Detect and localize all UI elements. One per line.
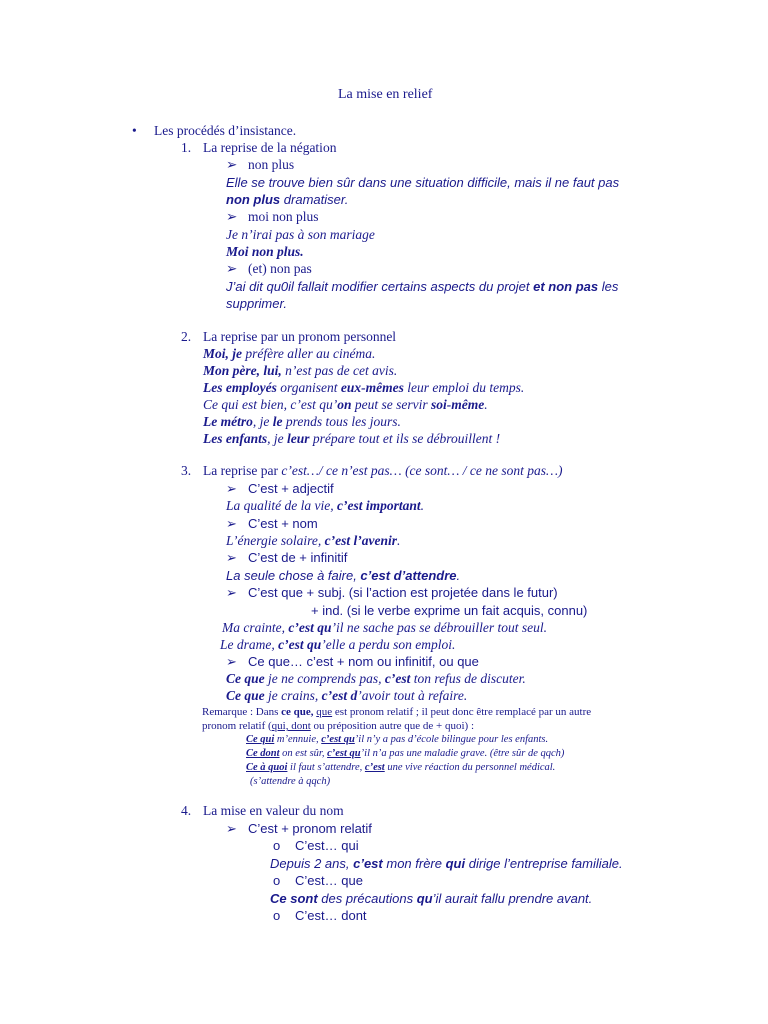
section-title: La reprise de la négation <box>203 140 337 155</box>
example-line <box>226 191 348 208</box>
emphasis: et non pas <box>533 279 599 294</box>
example-line <box>270 855 623 872</box>
text: organisent <box>276 380 341 395</box>
section-number: 3. <box>181 463 192 478</box>
arrow-icon: ➢ <box>226 821 237 836</box>
emphasis: Le métro <box>203 414 253 429</box>
emphasis: c’est qu <box>321 734 355 745</box>
text: prépare tout et ils se débrouillent ! <box>309 431 501 446</box>
subpoint <box>226 549 347 566</box>
emphasis: c’est <box>384 671 411 686</box>
emphasis: non plus <box>226 192 281 207</box>
subpoint-label: C’est + adjectif <box>248 481 334 496</box>
text: il faut s’attendre, <box>287 762 365 773</box>
section-title: La mise en valeur du nom <box>203 803 344 818</box>
subpoint-label: moi non plus <box>248 209 319 224</box>
text: ’il n’a pas une maladie grave. (être sûr de qqch) <box>360 748 565 759</box>
text: Le drame, <box>220 637 279 652</box>
example-line <box>226 687 467 704</box>
example-line: Elle se trouve bien sûr dans une situation difficile, mais il ne faut pas <box>226 175 620 190</box>
section-number: 4. <box>181 803 192 818</box>
section-2-heading <box>181 328 396 345</box>
bullet-marker: • <box>132 123 137 138</box>
text: . <box>456 568 461 583</box>
circle-bullet-icon: o <box>273 873 281 888</box>
emphasis: Ce dont <box>246 748 280 759</box>
remark-example <box>246 761 555 774</box>
example-line <box>203 379 524 396</box>
bullet-text: Les procédés d’insistance. <box>154 123 297 138</box>
example-line <box>220 636 455 653</box>
text: m’ennuie, <box>274 734 322 745</box>
emphasis: Mon père, lui, <box>203 363 282 378</box>
emphasis: c’est qu <box>278 637 322 652</box>
arrow-icon: ➢ <box>226 516 237 531</box>
text: ’avoir tout à refaire. <box>357 688 468 703</box>
example-line <box>203 362 397 379</box>
sub-subpoint <box>273 872 363 889</box>
text: L’énergie solaire, <box>226 533 325 548</box>
subpoint <box>226 584 558 601</box>
example-line <box>226 278 618 295</box>
emphasis: on <box>337 397 352 412</box>
section-number: 1. <box>181 140 192 155</box>
text: dirige l’entreprise familiale. <box>465 856 623 871</box>
section-3-heading <box>181 462 563 479</box>
text: . <box>420 498 424 513</box>
subpoint-label: C’est que + subj. (si l’action est projetée dans le futur) <box>248 585 558 600</box>
text: dramatiser. <box>280 192 349 207</box>
example-line <box>226 567 460 584</box>
text: . <box>396 533 401 548</box>
example-line <box>203 413 401 430</box>
example-line <box>226 497 424 514</box>
bullet-item <box>132 122 296 139</box>
sub-subpoint-label: C’est… qui <box>295 838 359 853</box>
emphasis: Les employés <box>203 380 277 395</box>
text: pronom relatif ( <box>202 720 272 732</box>
text: prends tous les jours. <box>282 414 401 429</box>
text: peut se servir <box>351 397 431 412</box>
arrow-icon: ➢ <box>226 157 238 172</box>
emphasis: qui <box>445 856 466 871</box>
text: ’elle a perdu son emploi. <box>321 637 456 652</box>
example-line <box>203 345 375 362</box>
text: La qualité de la vie, <box>226 498 337 513</box>
text: une vive réaction du personnel médical. <box>384 762 556 773</box>
remark-example <box>246 733 548 746</box>
emphasis: c’est d <box>321 688 358 703</box>
text: on est sûr, <box>279 748 328 759</box>
text: , je <box>267 431 287 446</box>
subpoint-continuation: + ind. (si le verbe exprime un fait acquis, connu) <box>311 603 588 618</box>
text: mon frère <box>382 856 446 871</box>
circle-bullet-icon: o <box>273 838 281 853</box>
example-line <box>226 670 526 687</box>
text: Remarque : Dans <box>202 706 282 718</box>
text: Ma crainte, <box>222 620 289 635</box>
text: les <box>598 279 619 294</box>
subpoint-label: non plus <box>248 157 295 172</box>
sub-subpoint-label: C’est… que <box>295 873 363 888</box>
subpoint-label: C’est de + infinitif <box>248 550 348 565</box>
subpoint <box>226 260 312 277</box>
section-title: La reprise par <box>203 463 282 478</box>
subpoint-label: (et) non pas <box>248 261 312 276</box>
section-number: 2. <box>181 329 192 344</box>
sub-subpoint <box>273 837 359 854</box>
example-line <box>226 532 400 549</box>
text: ou préposition autre que de + quoi) : <box>310 720 475 732</box>
text: , je <box>252 414 273 429</box>
section-title-italic: c’est…/ ce n’est pas… (ce sont… / ce ne sont pas…) <box>281 463 563 478</box>
arrow-icon: ➢ <box>226 481 237 496</box>
text: ’il n’y a pas d’école bilingue pour les enfants. <box>354 734 549 745</box>
underlined: qui, dont <box>271 720 311 732</box>
emphasis: eux-mêmes <box>340 380 404 395</box>
emphasis: Ce à quoi <box>246 762 288 773</box>
remark-line <box>202 705 591 719</box>
text: des précautions <box>317 891 417 906</box>
remark-line <box>202 719 474 733</box>
arrow-icon: ➢ <box>226 550 237 565</box>
sub-subpoint <box>273 907 367 924</box>
remark-example: (s’attendre à qqch) <box>250 776 331 787</box>
emphasis: Ce que <box>226 688 265 703</box>
subpoint <box>226 515 318 532</box>
subpoint-label: C’est + pronom relatif <box>248 821 372 836</box>
example-line <box>203 396 488 413</box>
section-title: La reprise par un pronom personnel <box>203 329 397 344</box>
text: ton refus de discuter. <box>410 671 526 686</box>
emphasis: le <box>272 414 283 429</box>
text: je crains, <box>264 688 322 703</box>
sub-subpoint-label: C’est… dont <box>295 908 367 923</box>
text: est pronom relatif ; il peut donc être remplacé par un autre <box>332 706 592 718</box>
circle-bullet-icon: o <box>273 908 281 923</box>
emphasis: c’est d’attendre <box>360 568 457 583</box>
page-title: La mise en relief <box>338 87 433 102</box>
text: Depuis 2 ans, <box>270 856 354 871</box>
subpoint <box>226 820 372 837</box>
text: ’il ne sache pas se débrouiller tout seul. <box>331 620 547 635</box>
emphasis: soi-même <box>430 397 485 412</box>
example-line <box>222 619 547 636</box>
emphasis: Ce sont <box>270 891 318 906</box>
underlined: que <box>316 706 333 718</box>
emphasis: c’est l’avenir <box>324 533 397 548</box>
emphasis: Ce que <box>226 671 265 686</box>
text: je ne comprends pas, <box>264 671 385 686</box>
text: La seule chose à faire, <box>226 568 361 583</box>
emphasis: c’est qu <box>327 748 361 759</box>
remark-example <box>246 747 564 760</box>
text: leur emploi du temps. <box>403 380 525 395</box>
section-1-heading <box>181 139 336 156</box>
subpoint <box>226 208 319 225</box>
emphasis: Moi, je <box>203 346 242 361</box>
example-line: supprimer. <box>226 296 287 311</box>
emphasis: c’est <box>353 856 383 871</box>
text: J’ai dit qu0il fallait modifier certains aspects du projet <box>226 279 534 294</box>
example-line <box>270 890 592 907</box>
subpoint <box>226 156 294 173</box>
emphasis: c’est <box>364 762 385 773</box>
arrow-icon: ➢ <box>226 585 237 600</box>
emphasis: qu <box>416 891 433 906</box>
text: préfère aller au cinéma. <box>242 346 376 361</box>
emphasis: ce que, <box>281 706 314 718</box>
subpoint-label: Ce que… c’est + nom ou infinitif, ou que <box>248 654 479 669</box>
subpoint <box>226 653 479 670</box>
text: . <box>484 397 488 412</box>
arrow-icon: ➢ <box>226 654 237 669</box>
emphasis: Ce qui <box>246 734 275 745</box>
arrow-icon: ➢ <box>226 209 238 224</box>
section-4-heading <box>181 802 344 819</box>
example-line <box>203 430 500 447</box>
arrow-icon: ➢ <box>226 261 238 276</box>
text: n’est pas de cet avis. <box>281 363 398 378</box>
example-line: Moi non plus. <box>226 244 304 259</box>
subpoint <box>226 480 334 497</box>
text: ’il aurait fallu prendre avant. <box>432 891 593 906</box>
emphasis: c’est important <box>336 498 421 513</box>
emphasis: Les enfants <box>203 431 268 446</box>
example-line: Je n’irai pas à son mariage <box>226 227 375 242</box>
subpoint-label: C’est + nom <box>248 516 318 531</box>
emphasis: c’est qu <box>288 620 332 635</box>
emphasis: leur <box>287 431 310 446</box>
text: Ce qui est bien, c’est qu’ <box>203 397 338 412</box>
